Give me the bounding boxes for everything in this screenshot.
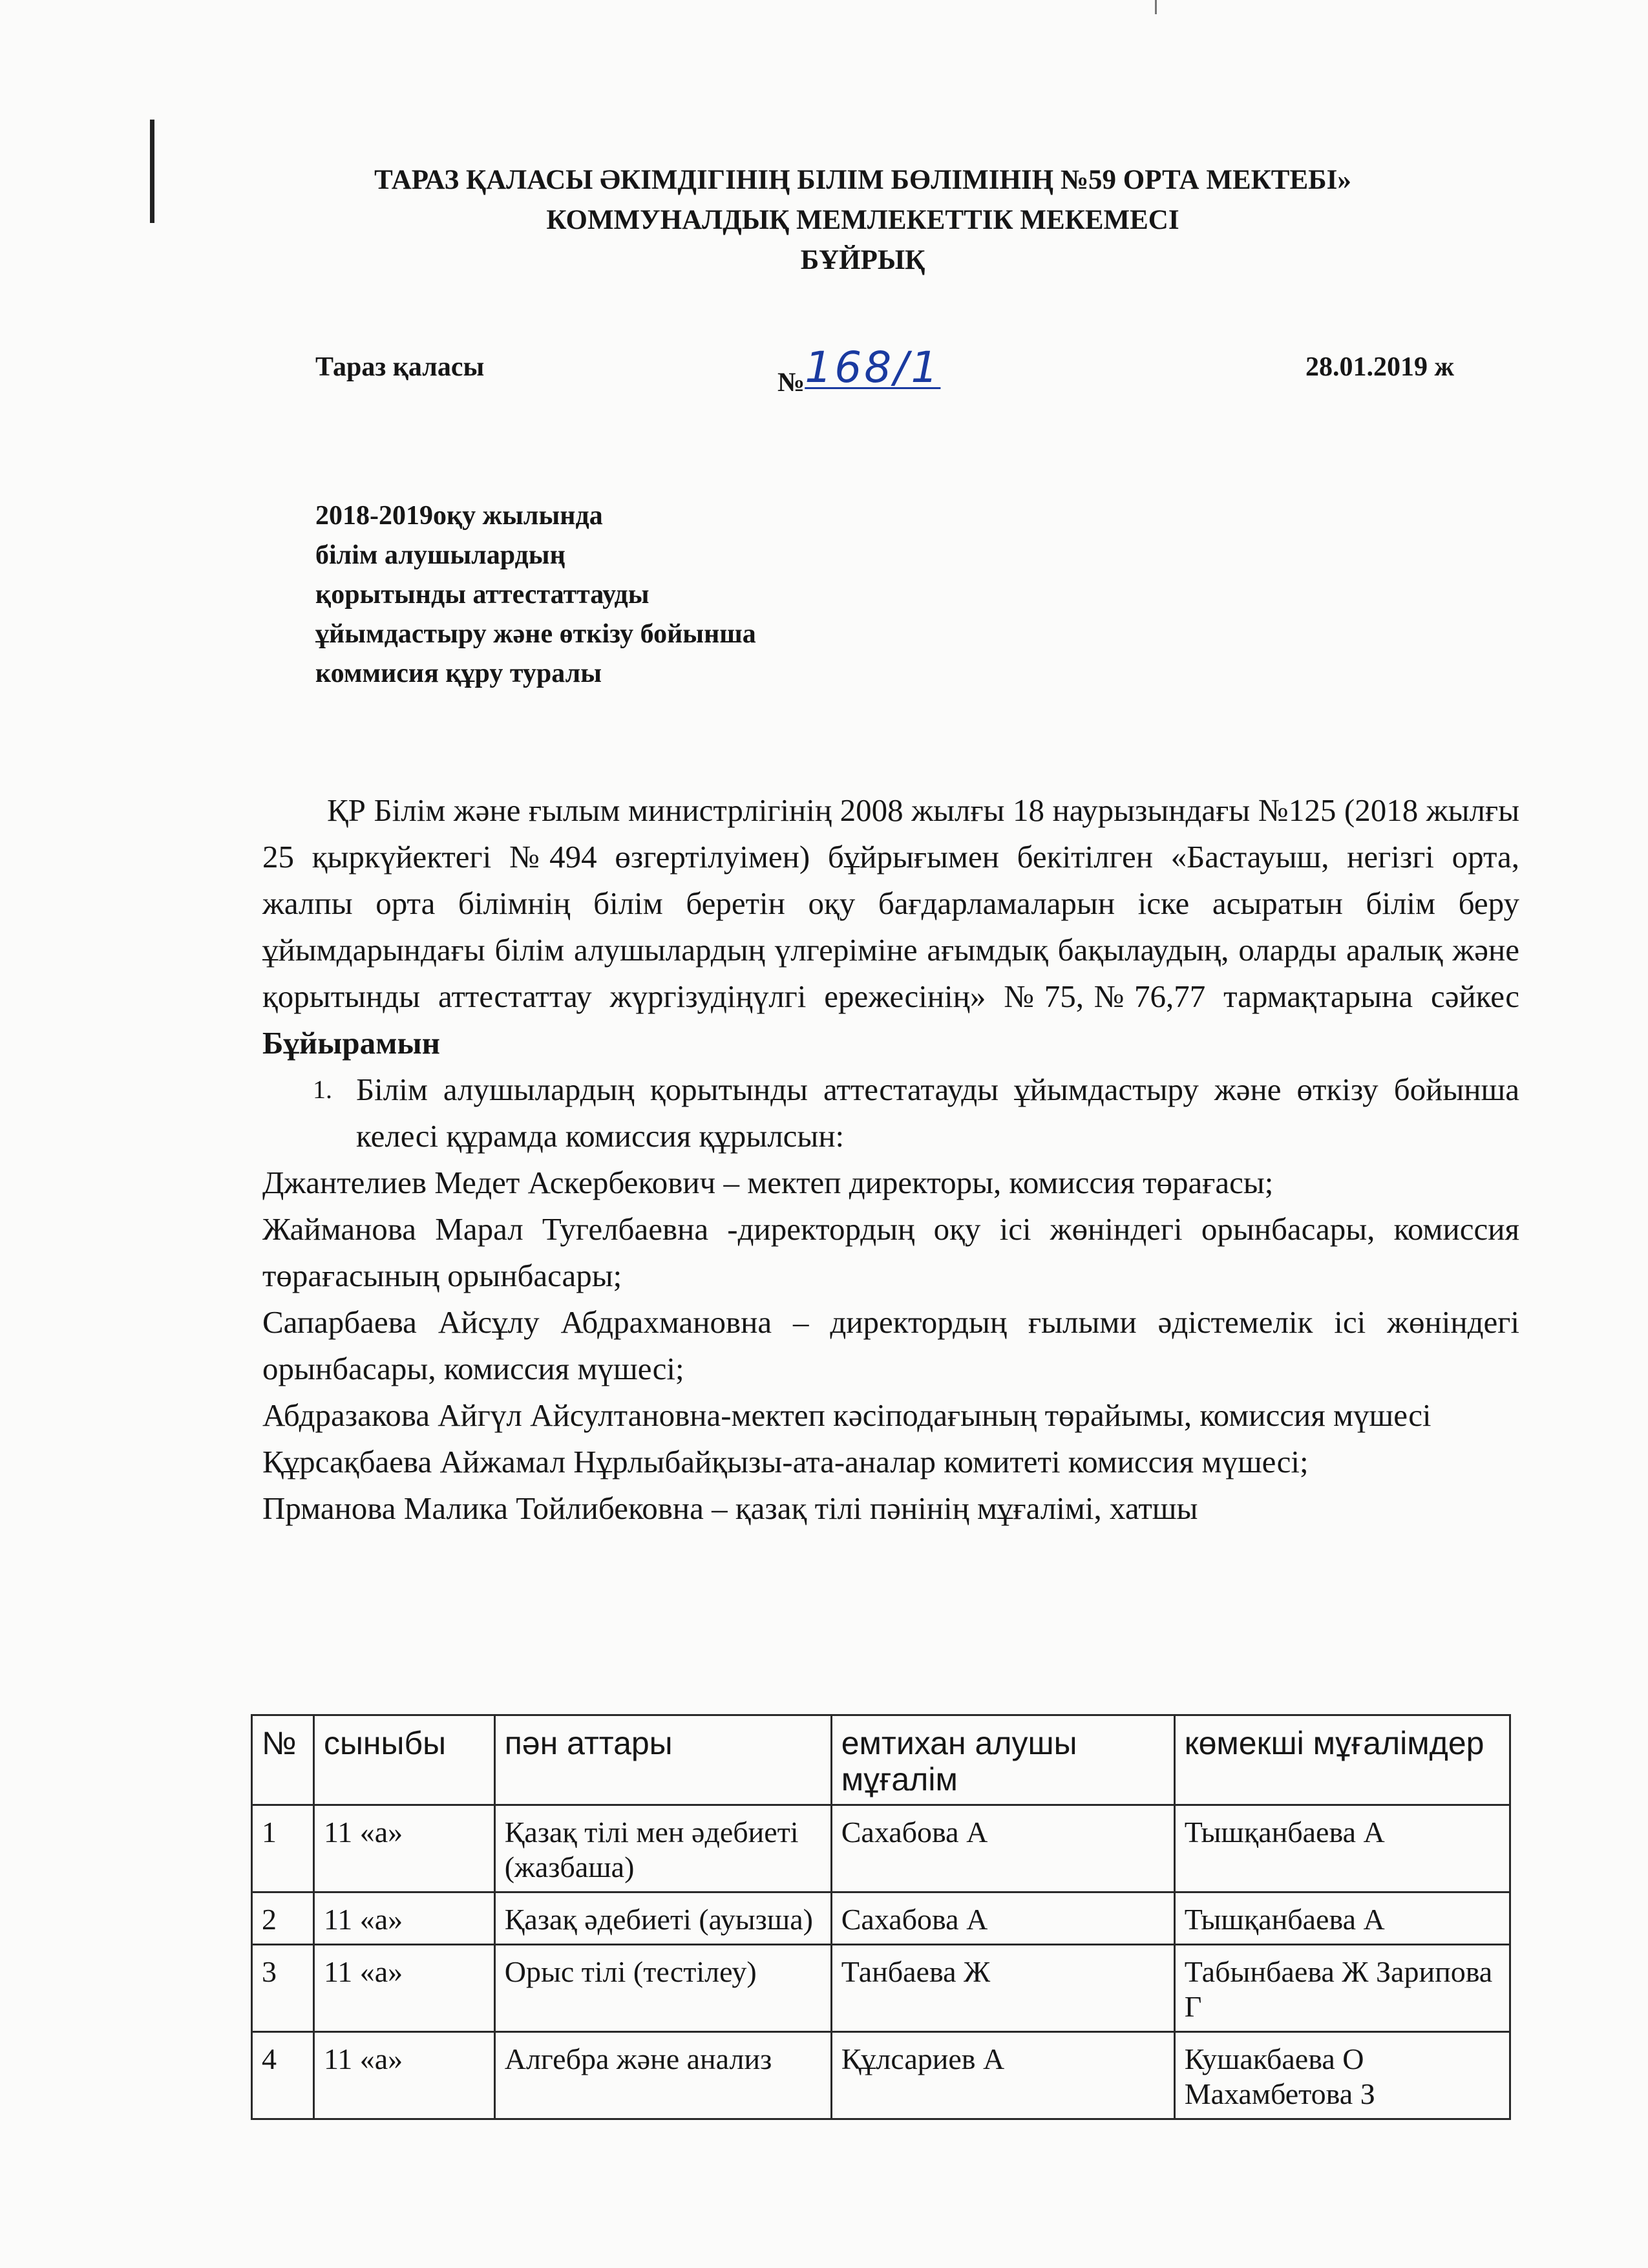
commission-member: Прманова Малика Тойлибековна – қазақ тілі пәнінің мұғалімі, хатшы bbox=[262, 1490, 1198, 1526]
cell-number: 4 bbox=[252, 2032, 314, 2119]
cell-assistants: Кушакбаева О Махамбетова З bbox=[1174, 2032, 1510, 2119]
subject-line: коммисия құру туралы bbox=[315, 659, 602, 688]
order-number bbox=[777, 343, 941, 401]
order-date: 28.01.2019 ж bbox=[1305, 352, 1454, 382]
city-label: Тараз қаласы bbox=[315, 352, 485, 382]
order-item-number: 1. bbox=[313, 1075, 332, 1104]
preamble-text: ҚР Білім және ғылым министрлігінің 2008 жылғы 18 наурызындағы №125 (2018 жылғы 25 қыркүйектегі №494 өзгертілуімен) бұйрығымен бекітілген «Бастауыш, негізгі орта, жалпы орта білімнің білім беретін оқу бағдарламаларын іске асыратын білім беру ұйымдарындағы білім алушылардың үлгеріміне ағымдық бақылаудың, оларды аралық және қорытынды аттестаттау жүргізудіңүлгі ережесінің» №75,№76,77 тармақтарына сәйкес bbox=[262, 792, 1519, 1014]
order-subject bbox=[315, 496, 897, 694]
cell-subject: Қазақ тілі мен әдебиеті (жазбаша) bbox=[494, 1805, 831, 1892]
order-item-1 bbox=[262, 1066, 1519, 1160]
cell-class: 11 «а» bbox=[313, 2032, 494, 2119]
cell-examiner: Сахабова А bbox=[831, 1805, 1174, 1892]
cell-assistants: Тышқанбаева А bbox=[1174, 1805, 1510, 1892]
column-header-assistants: көмекші мұғалімдер bbox=[1174, 1715, 1510, 1805]
scan-artifact-tick bbox=[1155, 0, 1157, 14]
order-body bbox=[262, 787, 1519, 1532]
commission-member: Абдразакова Айгүл Айсултановна-мектеп кәсіподағының төрайымы, комиссия мүшесі bbox=[262, 1397, 1431, 1433]
order-item-text: Білім алушылардың қорытынды аттестатауды ұйымдастыру және өткізу бойынша келесі құрамда комиссия құрылсын: bbox=[356, 1072, 1519, 1154]
table-row bbox=[252, 1945, 1510, 2032]
order-keyword: Бұйырамын bbox=[262, 1025, 441, 1061]
commission-member: Жайманова Марал Тугелбаевна -директордың оқу ісі жөніндегі орынбасары, комиссия төрағасының орынбасары; bbox=[262, 1211, 1519, 1293]
subject-line: қорытынды аттестаттауды bbox=[315, 580, 650, 609]
table-row bbox=[252, 1892, 1510, 1945]
subject-line: білім алушылардың bbox=[315, 540, 565, 570]
commission-members bbox=[262, 1160, 1519, 1532]
order-number-prefix: № bbox=[777, 368, 805, 397]
table-header-row bbox=[252, 1715, 1510, 1805]
table-row bbox=[252, 2032, 1510, 2119]
cell-examiner: Сахабова А bbox=[831, 1892, 1174, 1945]
commission-member: Джантелиев Медет Аскербекович – мектеп директоры, комиссия төрағасы; bbox=[262, 1165, 1274, 1200]
cell-class: 11 «а» bbox=[313, 1945, 494, 2032]
subject-line: ұйымдастыру және өткізу бойынша bbox=[315, 619, 756, 649]
commission-member: Құрсақбаева Айжамал Нұрлыбайқызы-ата-аналар комитеті комиссия мүшесі; bbox=[262, 1444, 1309, 1479]
column-header-number: № bbox=[252, 1715, 314, 1805]
cell-subject: Орыс тілі (тестілеу) bbox=[494, 1945, 831, 2032]
header-institution-type: КОММУНАЛДЫҚ МЕМЛЕКЕТТІК МЕКЕМЕСІ bbox=[546, 205, 1179, 235]
header-school-name: ТАРАЗ ҚАЛАСЫ ӘКІМДІГІНІҢ БІЛІМ БӨЛІМІНІҢ №59 ОРТА МЕКТЕБІ» bbox=[374, 165, 1351, 195]
header-document-type: БҰЙРЫҚ bbox=[800, 245, 925, 275]
cell-number: 1 bbox=[252, 1805, 314, 1892]
cell-subject: Алгебра және анализ bbox=[494, 2032, 831, 2119]
column-header-subject: пән аттары bbox=[494, 1715, 831, 1805]
subject-line: 2018-2019оқу жылында bbox=[315, 501, 603, 531]
document-header bbox=[246, 160, 1480, 281]
column-header-class: сыныбы bbox=[313, 1715, 494, 1805]
exam-schedule-table bbox=[251, 1714, 1511, 2120]
cell-assistants: Табынбаева Ж Зарипова Г bbox=[1174, 1945, 1510, 2032]
cell-class: 11 «а» bbox=[313, 1805, 494, 1892]
cell-examiner: Құлсариев А bbox=[831, 2032, 1174, 2119]
column-header-examiner: емтихан алушы мұғалім bbox=[831, 1715, 1174, 1805]
commission-member: Сапарбаева Айсұлу Абдрахмановна – директордың ғылыми әдістемелік ісі жөніндегі орынбасары, комиссия мүшесі; bbox=[262, 1304, 1519, 1386]
table-row bbox=[252, 1805, 1510, 1892]
order-number-handwritten: 168/1 bbox=[805, 343, 941, 392]
cell-examiner: Танбаева Ж bbox=[831, 1945, 1174, 2032]
cell-number: 2 bbox=[252, 1892, 314, 1945]
cell-class: 11 «а» bbox=[313, 1892, 494, 1945]
scan-artifact-bar bbox=[150, 120, 154, 223]
cell-assistants: Тышқанбаева А bbox=[1174, 1892, 1510, 1945]
cell-number: 3 bbox=[252, 1945, 314, 2032]
preamble-paragraph bbox=[262, 787, 1519, 1066]
cell-subject: Қазақ әдебиеті (ауызша) bbox=[494, 1892, 831, 1945]
